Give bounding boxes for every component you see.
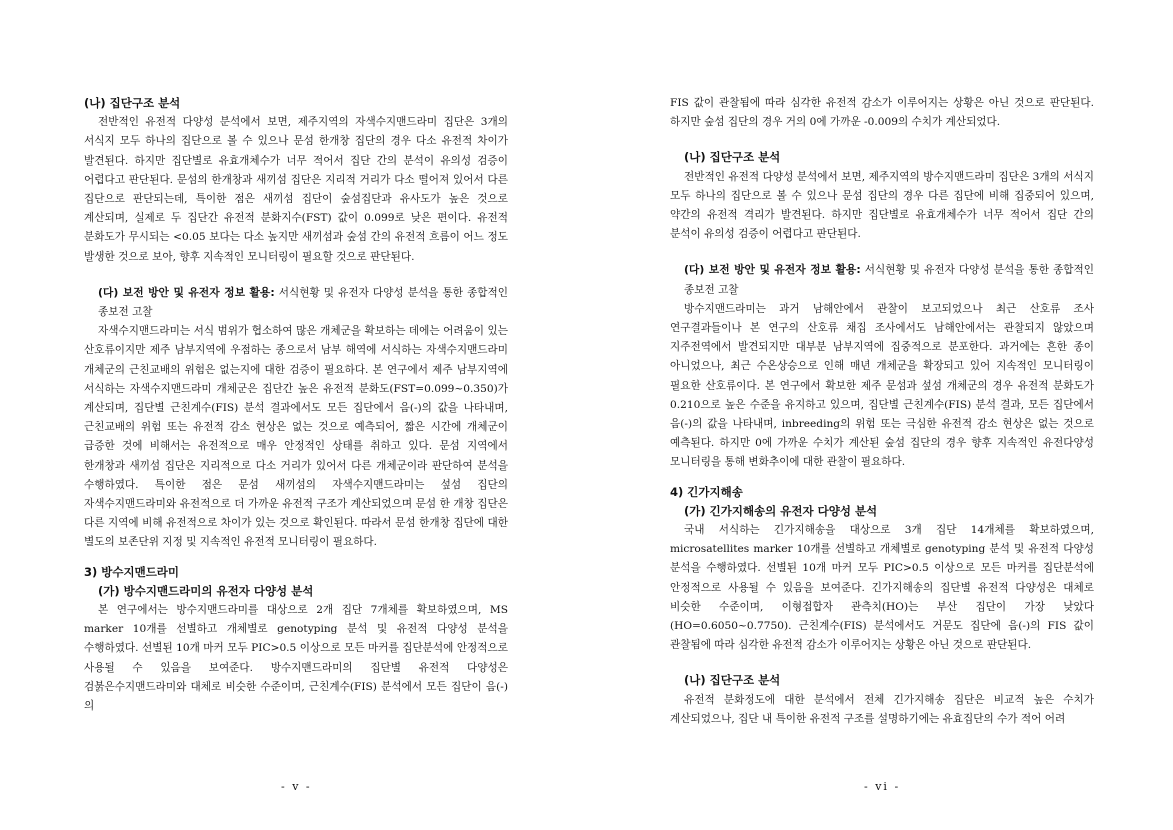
- section-heading: (나) 집단구조 분석: [684, 150, 781, 165]
- lead-text: 서식현황 및 유전자 다양성 분석을 통한 종합적인 종보전 고찰: [684, 264, 1095, 296]
- paragraph: 자색수지맨드라미는 서식 범위가 협소하여 많은 개체군을 확보하는 데에는 어려움이 있는 산호류이지만 제주 남부지역에 우점하는 종으로서 남부 해역에 서식하는 자색수지맨드라미 개체군의 근친교배의 위험은 없는지에 대한 검증이 필요하다. 본 연구에서 제주 남부지역에 서식하는 자색수지맨드라미 개체군은 집단간 높은 유전적 분화도(FST=0.099~0.350)가 계산되며, 집단별 근친계수(FIS) 분석 결과에서도 모든 집단에서 음(-)의 값을 나타내며, 근친교배의 위험 또는 유전적 감소 현상은 없는 것으로 예측되어, 짧은 시간에 개체군이 급증한 것에 비해서는 유전적으로 매우 안정적인 상태를 취하고 있다. 문섬 지역에서 한개창과 새끼섬 집단은 지리적으로 다소 거리가 있어서 다른 개체군이라 판단하여 분석을 수행하였다. 특이한 점은 문섬 새끼섬의 자색수지맨드라미는 섶섬 집단의 자색수지맨드라미와 유전적으로 더 가까운 유전적 구조가 계산되었으며 문섬 한 개창 집단은 다른 지역에 비해 유전적으로 차이가 있는 것으로 확인된다. 따라서 문섬 한개창 집단에 대한 별도의 보존단위 지정 및 지속적인 유전적 모니터링이 필요하다.: [84, 325, 508, 549]
- lead-paragraph: [84, 283, 508, 322]
- right-page: [670, 94, 1094, 729]
- page-number: - vi -: [864, 780, 901, 793]
- section-heading: 4) 긴가지해송: [670, 484, 743, 499]
- paragraph: 전반적인 유전적 다양성 분석에서 보면, 제주지역의 자색수지맨드라미 집단은 3개의 서식지 모두 하나의 집단으로 볼 수 있으나 문섬 한개창 집단의 경우 다소 유전적 차이가 발견된다. 하지만 집단별로 유효개체수가 너무 적어서 집단 간의 분석이 유의성 검증이 어렵다고 판단된다. 문섬의 한개창과 새끼섬 집단은 지리적 거리가 다소 떨어져 있어서 다른 집단으로 판단되는데, 특이한 점은 새끼섬 집단이 숲섬집단과 유사도가 높은 것으로 계산되며, 실제로 두 집단간 유전적 분화지수(FST) 값이 0.099로 낮은 편이다. 유전적 분화도가 무시되는 <0.05 보다는 다소 높지만 새끼섬과 숲섬 간의 유전적 흐름이 어느 정도 발생한 것으로 보아, 향후 지속적인 모니터링이 필요할 것으로 판단된다.: [84, 116, 508, 263]
- lead-paragraph: [670, 260, 1094, 299]
- paragraph: 유전적 분화정도에 대한 분석에서 전체 긴가지해송 집단은 비교적 높은 수치가 계산되었으나, 집단 내 특이한 유전적 구조를 설명하기에는 유효집단의 수가 적어 어려: [670, 693, 1094, 725]
- section-heading: (나) 집단구조 분석: [84, 96, 181, 110]
- section-heading: (나) 집단구조 분석: [684, 673, 781, 688]
- lead-title: (다) 보전 방안 및 유전자 정보 활용:: [98, 285, 275, 299]
- page-number: - v -: [281, 780, 312, 793]
- lead-title: (다) 보전 방안 및 유전자 정보 활용:: [684, 263, 861, 277]
- section-heading: 3) 방수지맨드라미: [84, 564, 180, 579]
- left-page: [84, 94, 508, 716]
- subsection-heading: (가) 긴가지해송의 유전자 다양성 분석: [684, 503, 878, 518]
- paragraph: 본 연구에서는 방수지맨드라미를 대상으로 2개 집단 7개체를 확보하였으며, MS marker 10개를 선별하고 개체별로 genotyping 분석 및 유전적 다양성 분석을 수행하였다. 선별된 10개 마커 모두 PIC>0.5 이상으로 모든 마커를 집단분석에 안정적으로 사용될 수 있음을 보여준다. 방수지맨드라미의 집단별 유전적 다양성은 검붉은수지맨드라미와 대체로 비슷한 수준이며, 근친계수(FIS) 분석에서 모든 집단이 음(-)의: [84, 604, 508, 713]
- paragraph: 전반적인 유전적 다양성 분석에서 보면, 제주지역의 방수지맨드라미 집단은 3개의 서식지 모두 하나의 집단으로 볼 수 있으나 문섬 집단의 경우 다른 집단에 비해 집중되어 있으며, 약간의 유전적 격리가 발견된다. 하지만 집단별로 유효개체수가 너무 적어서 집단 간의 분석이 유의성 검증이 어렵다고 판단된다.: [670, 170, 1094, 241]
- paragraph: 방수지맨드라미는 과거 남해안에서 관찰이 보고되었으나 최근 산호류 조사 연구결과들이나 본 연구의 산호류 채집 조사에서도 남해안에서는 관찰되지 않았으며 지주전역에서 발견되지만 대부분 남부지역에 집중적으로 분포한다. 과거에는 흔한 종이 아니었으나, 최근 수온상승으로 인해 매년 개체군을 확장되고 있어 지속적인 모니터링이 필요한 산호류이다. 본 연구에서 확보한 제주 문섬과 섶섬 개체군의 경우 유전적 분화도가 0.210으로 높은 수준을 유지하고 있으며, 집단별 근친계수(FIS) 분석 결과, 모든 집단에서 음(-)의 값을 나타내며, inbreeding의 위험 또는 극심한 유전적 감소 현상은 없는 것으로 예측된다. 하지만 0에 가까운 수치가 계산된 숲섬 집단의 경우 향후 지속적인 유전다양성 모니터링을 통해 변화추이에 대한 관찰이 필요하다.: [670, 302, 1094, 469]
- paragraph: 국내 서식하는 긴가지해송을 대상으로 3개 집단 14개체를 확보하였으며, microsatellites marker 10개를 선별하고 개체별로 genotyping 분석 및 유전적 다양성 분석을 수행하였다. 선별된 10개 마커 모두 PIC>0.5 이상으로 모든 마커를 집단분석에 안정적으로 사용될 수 있음을 보여준다. 긴가지해송의 집단별 유전적 다양성은 대체로 비슷한 수준이며, 이형접합자 관측치(HO)는 부산 집단이 가장 낮았다(HO=0.6050~0.7750). 근친계수(FIS) 분석에서도 거문도 집단에 음(-)의 FIS 값이 관찰됨에 따라 심각한 유전적 감소가 이루어지는 상황은 아닌 것으로 판단된다.: [670, 524, 1094, 652]
- lead-text: 서식현황 및 유전자 다양성 분석을 통한 종합적인 종보전 고찰: [98, 286, 509, 319]
- paragraph: FIS 값이 관찰됨에 따라 심각한 유전적 감소가 이루어지는 상황은 아닌 것으로 판단된다. 하지만 숲섬 집단의 경우 거의 0에 가까운 -0.009의 수치가 계산되었다.: [670, 97, 1094, 129]
- subsection-heading: (가) 방수지맨드라미의 유전자 다양성 분석: [98, 583, 314, 598]
